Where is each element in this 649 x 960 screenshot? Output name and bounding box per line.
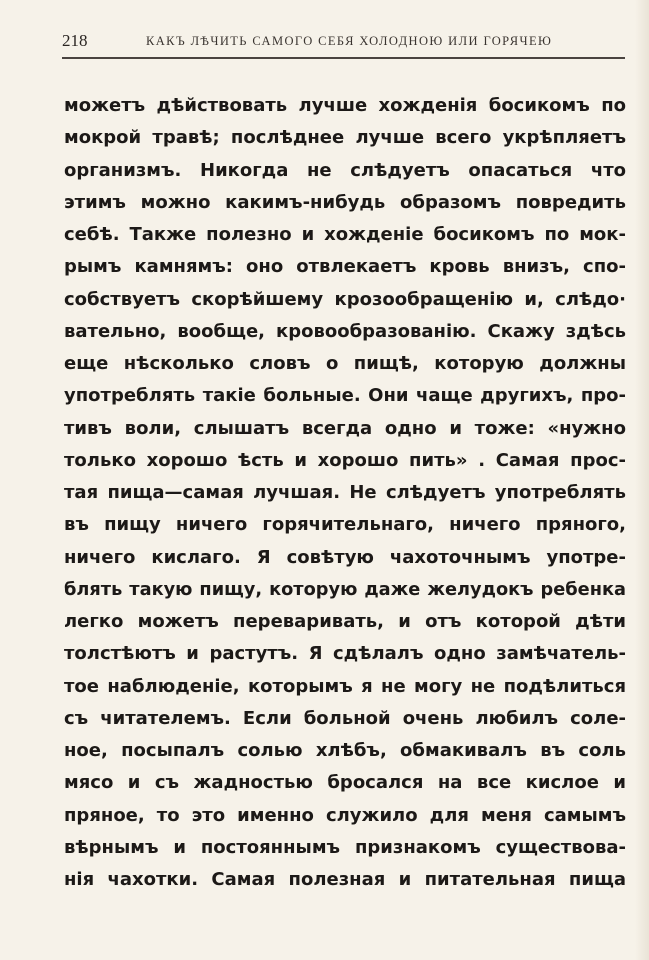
text-line: вательно, вообще, кровообразованію. Скажу здѣсь — [64, 320, 626, 342]
page-edge-shadow — [635, 0, 649, 960]
running-head: КАКЪ ЛѢЧИТЬ САМОГО СЕБЯ ХОЛОДНОЮ ИЛИ ГОРЯЧЕЮ — [146, 34, 553, 48]
text-line: толстѣютъ и растутъ. Я сдѣлалъ одно замѣчатель- — [64, 643, 626, 665]
text-line: пряное, то это именно служило для меня самымъ — [64, 804, 626, 826]
text-line: употреблять такіе больные. Они чаще другихъ, про- — [64, 385, 626, 407]
page-header — [62, 30, 628, 52]
text-line: собствуетъ скорѣйшему крозообращенію и, слѣдо· — [64, 288, 626, 310]
text-line: тое наблюденіе, которымъ я не могу не подѣлиться — [64, 675, 626, 697]
text-line: тая пища—самая лучшая. Не слѣдуетъ употреблять — [64, 482, 626, 503]
text-line: мясо и съ жадностью бросался на все кислое и — [64, 772, 626, 794]
text-line: себѣ. Также полезно и хожденіе босикомъ по мок- — [64, 224, 626, 245]
text-line: съ читателемъ. Если больной очень любилъ соле- — [64, 707, 626, 729]
text-line: нія чахотки. Самая полезная и питательная пища — [64, 869, 626, 890]
text-line: еще нѣсколько словъ о пищѣ, которую должны — [64, 353, 626, 374]
page-number: 218 — [62, 31, 88, 50]
text-line: ничего кислаго. Я совѣтую чахоточнымъ употре- — [64, 546, 626, 568]
text-line: рымъ камнямъ: оно отвлекаетъ кровь внизъ, спо- — [64, 256, 626, 278]
text-line: только хорошо ѣсть и хорошо пить» . Самая прос- — [64, 449, 626, 471]
text-line: мокрой травѣ; послѣднее лучше всего укрѣпляетъ — [64, 127, 626, 149]
text-line: можетъ дѣйствовать лучше хожденія босикомъ по — [64, 95, 626, 116]
text-line: ное, посыпалъ солью хлѣбъ, обмакивалъ въ соль — [64, 740, 626, 761]
text-line: блять такую пищу, которую даже желудокъ ребенка — [64, 579, 626, 600]
text-line: тивъ воли, слышатъ всегда одно и тоже: «нужно — [64, 417, 626, 439]
header-rule — [62, 57, 625, 59]
text-line: вѣрнымъ и постояннымъ признакомъ существова- — [64, 836, 626, 858]
text-line: въ пищу ничего горячительнаго, ничего пряного, — [64, 514, 626, 536]
text-line: этимъ можно какимъ-нибудь образомъ повредить — [64, 191, 626, 213]
text-line: легко можетъ переваривать, и отъ которой дѣти — [64, 611, 626, 632]
body-text — [64, 90, 626, 896]
text-line: организмъ. Никогда не слѣдуетъ опасаться что — [64, 159, 626, 181]
